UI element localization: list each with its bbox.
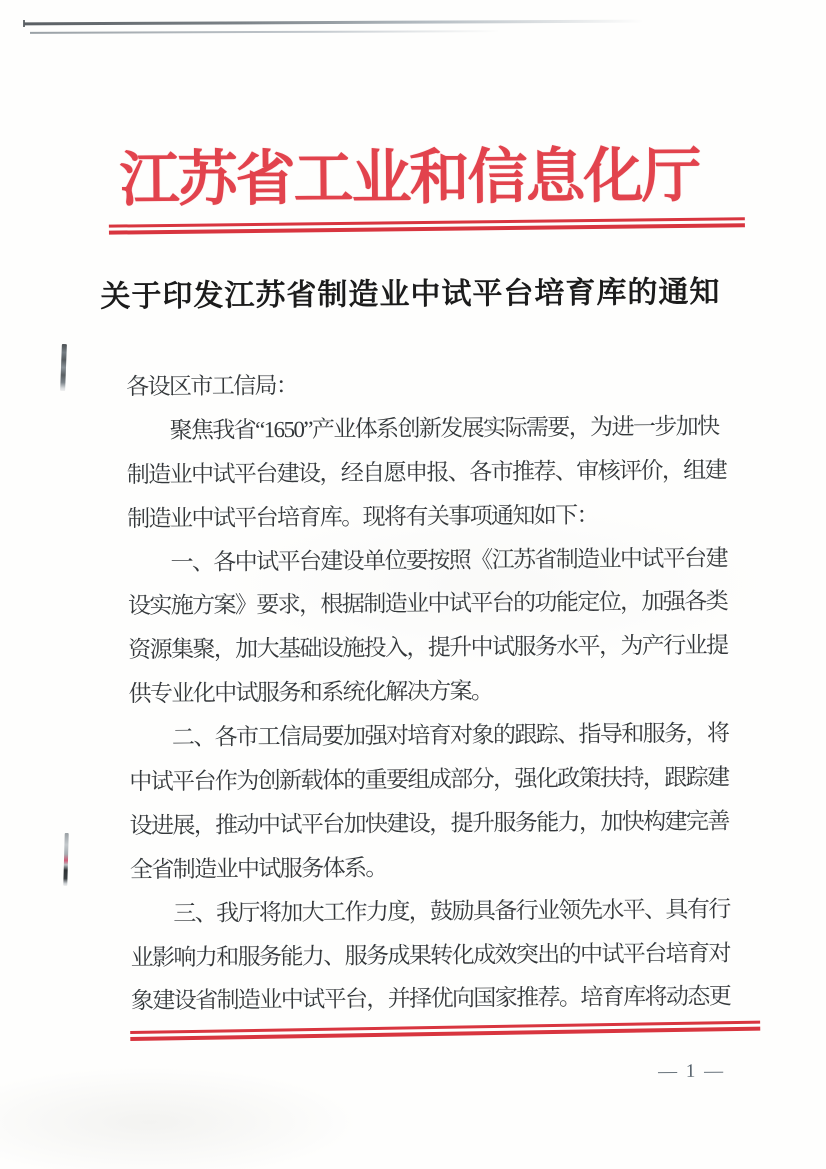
body-line: 三、我厅将加大工作力度，鼓励具备行业领先水平、具有行: [173, 896, 730, 926]
body-line: 二、各市工信局要加强对培育对象的跟踪、指导和服务，将: [171, 720, 729, 751]
document-title: 关于印发江苏省制造业中试平台培育库的通知: [100, 275, 721, 314]
body-line: 各设区市工信局：: [126, 372, 298, 400]
footer-red-rule: [130, 1021, 760, 1041]
body-line: 供专业化中试服务和系统化解决方案。: [128, 678, 493, 707]
page-number: — 1 —: [657, 1060, 726, 1083]
body-line: 设实施方案》要求，根据制造业中试平台的功能定位，加强各类: [127, 589, 728, 619]
body-line: 中试平台作为创新载体的重要组成部分，强化政策扶持，跟踪建: [129, 764, 729, 795]
body-line: 制造业中试平台培育库。现将有关事项通知如下：: [127, 502, 599, 531]
body-line: 业影响力和服务能力、服务成果转化成效突出的中试平台培育对: [130, 940, 730, 970]
body-line: 一、各中试平台建设单位要按照《江苏省制造业中试平台建: [170, 545, 728, 575]
letterhead-red-rule: [109, 217, 745, 234]
document-body: [126, 361, 733, 1024]
body-line: 制造业中试平台建设，经自愿申报、各市推荐、审核评价，组建: [126, 457, 727, 488]
body-line: 象建设省制造业中试平台，并择优向国家推荐。培育库将动态更: [130, 984, 731, 1014]
body-line: 设进展，推动中试平台加快建设，提升服务能力，加快构建完善: [129, 808, 729, 839]
body-line: 资源集聚，加大基础设施投入，提升中试服务水平，为产行业提: [128, 632, 728, 663]
body-line: 聚焦我省“1650”产业体系创新发展实际需要，为进一步加快: [169, 413, 719, 443]
body-line: 全省制造业中试服务体系。: [129, 855, 387, 883]
letterhead-agency-name: 江苏省工业和信息化厅: [119, 142, 700, 214]
